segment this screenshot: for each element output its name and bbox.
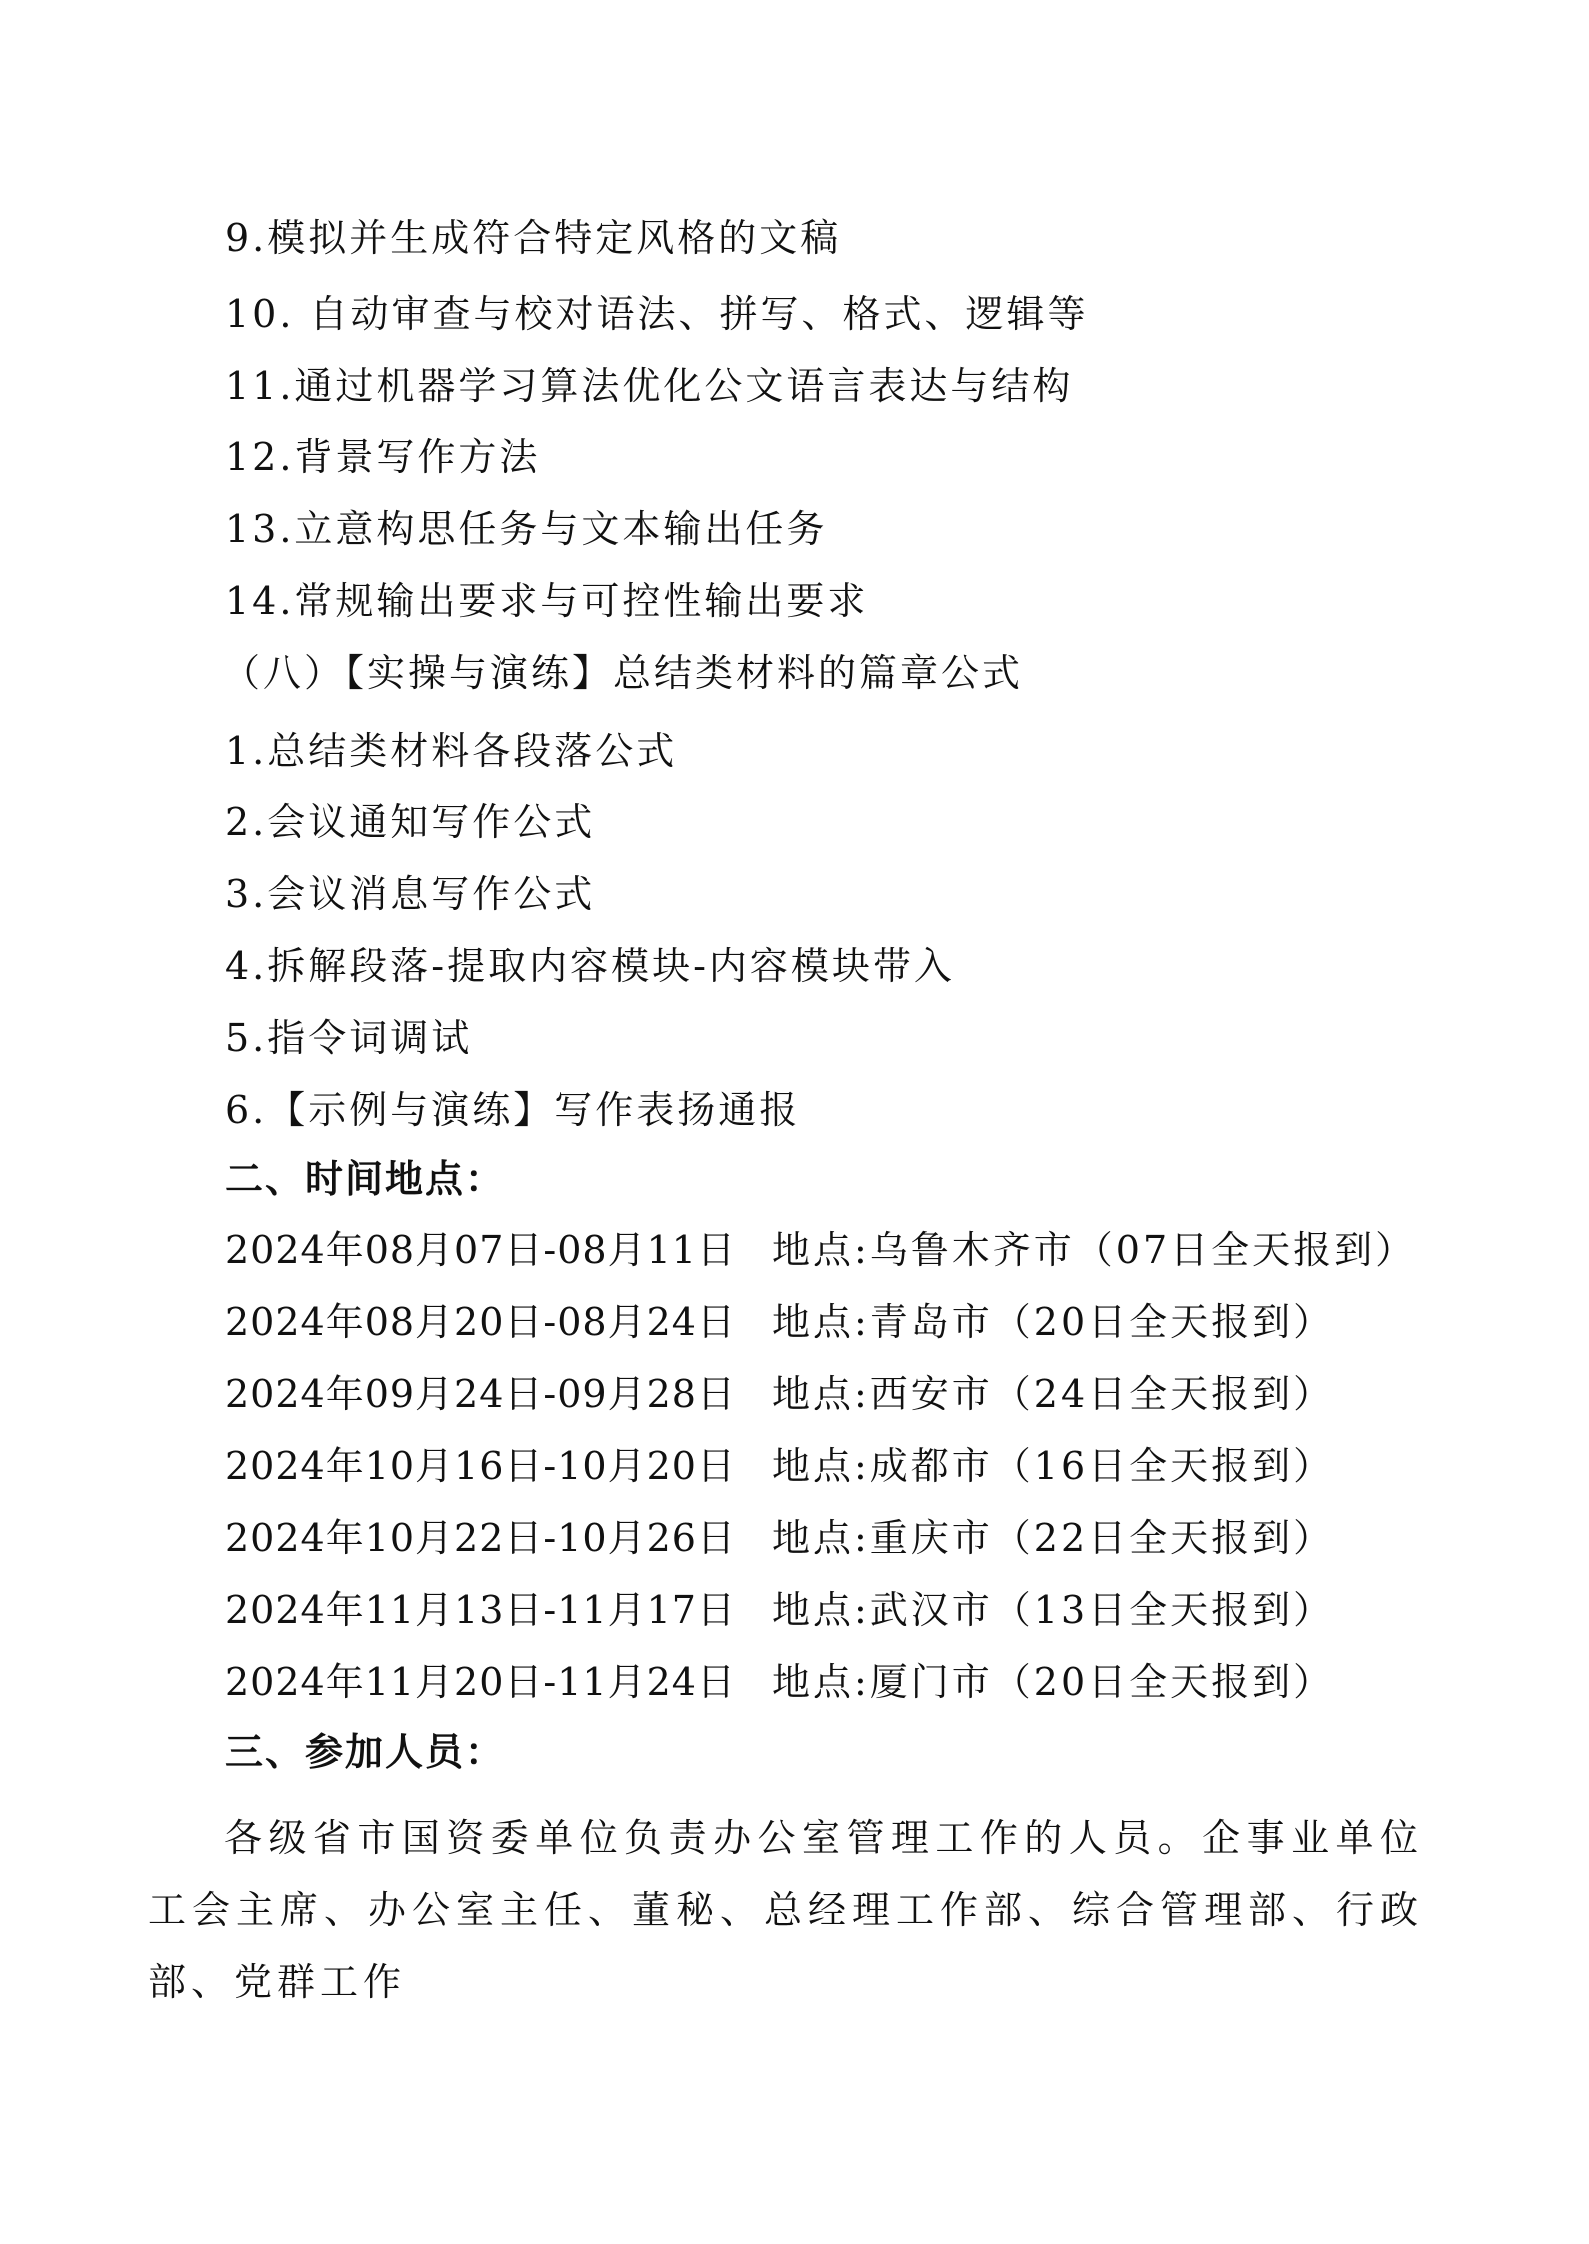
schedule-date: 2024年09月24日-09月28日: [225, 1372, 736, 1416]
schedule-date: 2024年08月20日-08月24日: [225, 1300, 736, 1344]
schedule-place: 地点:青岛市（20日全天报到）: [772, 1300, 1335, 1344]
schedule-place: 地点:乌鲁木齐市（07日全天报到）: [772, 1228, 1417, 1272]
list-item-2: 2.会议通知写作公式: [225, 800, 596, 844]
schedule-place: 地点:重庆市（22日全天报到）: [772, 1516, 1335, 1560]
schedule-place: 地点:武汉市（13日全天报到）: [772, 1588, 1335, 1632]
schedule-date: 2024年11月20日-11月24日: [225, 1660, 736, 1704]
list-item-1: 1.总结类材料各段落公式: [225, 729, 678, 773]
section-3-paragraph: 各级省市国资委单位负责办公室管理工作的人员。企事业单位工会主席、办公室主任、董秘、总经理工作部、综合管理部、行政部、党群工作: [148, 1816, 1423, 2004]
list-item-12: 12.背景写作方法: [225, 435, 541, 479]
schedule-date: 2024年11月13日-11月17日: [225, 1588, 736, 1632]
schedule-date: 2024年10月16日-10月20日: [225, 1444, 736, 1488]
list-item-3: 3.会议消息写作公式: [225, 872, 596, 916]
list-item-11: 11.通过机器学习算法优化公文语言表达与结构: [225, 364, 1074, 408]
list-item-13: 13.立意构思任务与文本输出任务: [225, 507, 828, 551]
section-8-title: （八）【实操与演练】总结类材料的篇章公式: [222, 651, 1024, 695]
section-3-title: 三、参加人员：: [225, 1729, 506, 1774]
section-2-title: 二、时间地点：: [225, 1156, 506, 1201]
list-item-9: 9.模拟并生成符合特定风格的文稿: [225, 216, 842, 260]
list-item-5: 5.指令词调试: [225, 1016, 473, 1060]
list-item-6: 6.【示例与演练】写作表扬通报: [225, 1088, 801, 1132]
list-item-14: 14.常规输出要求与可控性输出要求: [225, 579, 869, 623]
schedule-date: 2024年08月07日-08月11日: [225, 1228, 736, 1272]
schedule-place: 地点:成都市（16日全天报到）: [772, 1444, 1335, 1488]
list-item-10: 10. 自动审查与校对语法、拼写、格式、逻辑等: [225, 292, 1089, 336]
schedule-date: 2024年10月22日-10月26日: [225, 1516, 736, 1560]
schedule-place: 地点:厦门市（20日全天报到）: [772, 1660, 1335, 1704]
list-item-4: 4.拆解段落-提取内容模块-内容模块带入: [225, 944, 955, 988]
schedule-place: 地点:西安市（24日全天报到）: [772, 1372, 1335, 1416]
